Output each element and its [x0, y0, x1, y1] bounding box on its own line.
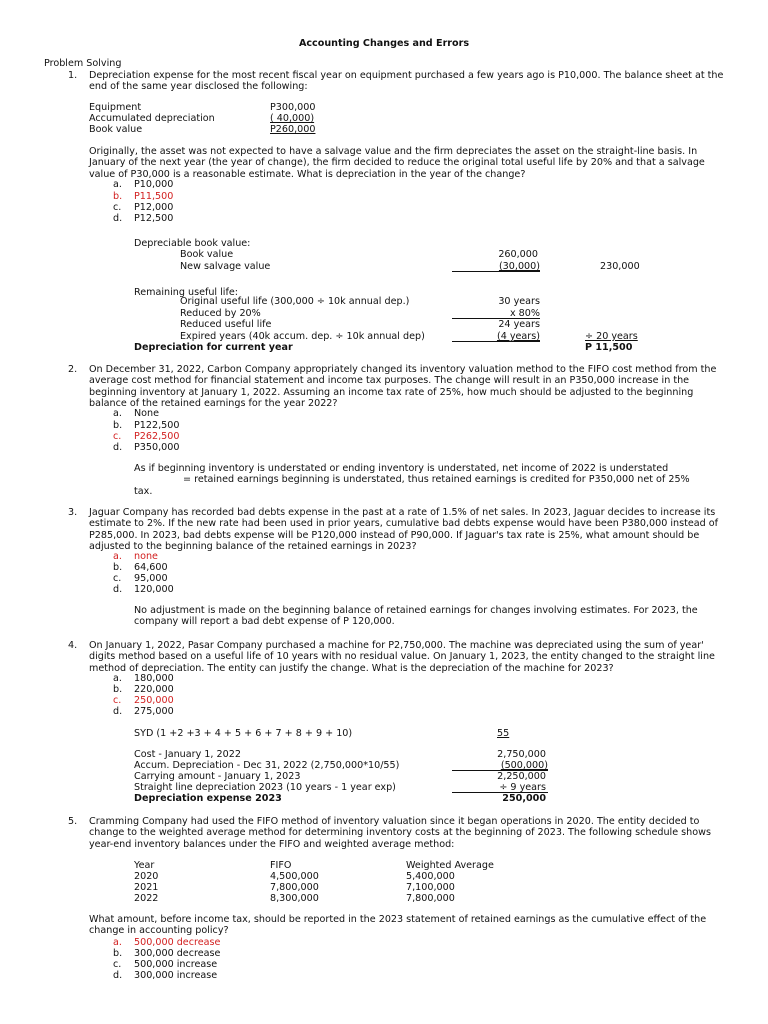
- choice-text: P10,000: [134, 179, 174, 190]
- problem-1-number: 1.: [68, 70, 78, 81]
- table-header: Year: [134, 860, 155, 871]
- choice-letter: b.: [113, 420, 123, 431]
- solution-value: 2,750,000: [497, 749, 546, 760]
- bs-label: Equipment: [89, 102, 142, 113]
- bs-label: Book value: [89, 124, 143, 135]
- solution-label: Original useful life (300,000 ÷ 10k annual dep.): [180, 296, 410, 307]
- problem-5-question: What amount, before income tax, should be reported in the 2023 statement of retained earnings as the cumulative effect of the change in accounting policy?: [89, 914, 707, 937]
- problem-4-text: On January 1, 2022, Pasar Company purchased a machine for P2,750,000. The machine was depreciated using the sum of year' digits method based on a useful life of 10 years with no residual value. On January 1, 2023, the entity changed to the straight line method of depreciation. The entity can justify the change. What is the depreciation of the machine for 2023?: [89, 640, 715, 674]
- solution-value: 2,250,000: [497, 771, 546, 782]
- choice-text-correct: 500,000 decrease: [134, 937, 221, 948]
- bs-value: P300,000: [270, 102, 316, 113]
- solution-heading: Remaining useful life:: [134, 287, 238, 298]
- solution-result-label: Depreciation for current year: [134, 342, 293, 353]
- section-heading: Problem Solving: [44, 58, 122, 69]
- solution-result-value: 250,000: [502, 793, 546, 804]
- choice-letter-correct: b.: [113, 191, 123, 202]
- problem-3-number: 3.: [68, 507, 78, 518]
- choice-letter-correct: c.: [113, 695, 122, 706]
- solution-label: SYD (1 +2 +3 + 4 + 5 + 6 + 7 + 8 + 9 + 10): [134, 728, 353, 739]
- bs-value: P260,000: [270, 124, 316, 135]
- bs-label: Accumulated depreciation: [89, 113, 215, 124]
- choice-text-correct: P11,500: [134, 191, 174, 202]
- choice-letter: a.: [113, 408, 122, 419]
- solution-value: 55: [497, 728, 510, 739]
- problem-2-number: 2.: [68, 364, 78, 375]
- table-cell: 2020: [134, 871, 159, 882]
- table-header: Weighted Average: [406, 860, 494, 871]
- choice-letter: b.: [113, 948, 123, 959]
- solution-value: 260,000: [498, 249, 538, 260]
- solution-label: Accum. Depreciation - Dec 31, 2022 (2,750,000*10/55): [134, 760, 400, 771]
- table-cell: 7,800,000: [406, 893, 455, 904]
- choice-text: 220,000: [134, 684, 174, 695]
- choice-text: P350,000: [134, 442, 180, 453]
- page-title: Accounting Changes and Errors: [298, 38, 470, 49]
- table-cell: 4,500,000: [270, 871, 319, 882]
- problem-5-text: Cramming Company had used the FIFO method of inventory valuation since it began operations in 2020. The entity decided to change to the weighted average method for determining inventory costs at the beginning of 2023. The following schedule shows year-end inventory balances under the FIFO and weighted average method:: [89, 816, 711, 850]
- solution-value: 24 years: [498, 319, 540, 330]
- table-cell: 2022: [134, 893, 159, 904]
- choice-text: 300,000 decrease: [134, 948, 221, 959]
- solution-label: Reduced useful life: [180, 319, 272, 330]
- choice-letter: c.: [113, 202, 122, 213]
- choice-letter: d.: [113, 706, 123, 717]
- problem-1-text: Depreciation expense for the most recent fiscal year on equipment purchased a few years ago is P10,000. The balance sheet at the end of the same year disclosed the following:: [89, 70, 724, 93]
- solution-label: Expired years (40k accum. dep. ÷ 10k annual dep): [180, 331, 425, 342]
- table-cell: 2021: [134, 882, 159, 893]
- choice-letter: a.: [113, 179, 122, 190]
- solution-value: ÷ 9 years: [499, 782, 546, 793]
- explanation-text: As if beginning inventory is understated or ending inventory is understated, net income of 2022 is understated: [134, 463, 669, 474]
- explanation-text: = retained earnings beginning is understated, thus retained earnings is credited for P350,000 net of 25%: [183, 474, 690, 485]
- solution-total: ÷ 20 years: [585, 331, 638, 342]
- problem-2-text: On December 31, 2022, Carbon Company appropriately changed its inventory valuation method to the FIFO cost method from the average cost method for financial statement and income tax purposes. The change will result in an P350,000 increase in the beginning inventory at January 1, 2022. Assuming an income tax rate of 25%, how much should be adjusted to the beginning balance of the retained earnings for the year 2022?: [89, 364, 717, 410]
- underline-rule: [452, 341, 540, 342]
- choice-text: 95,000: [134, 573, 168, 584]
- solution-total: 230,000: [600, 261, 640, 272]
- solution-label: Reduced by 20%: [180, 308, 261, 319]
- solution-heading: Depreciable book value:: [134, 238, 251, 249]
- table-cell: 7,100,000: [406, 882, 455, 893]
- choice-letter: d.: [113, 970, 123, 981]
- choice-text: 500,000 increase: [134, 959, 218, 970]
- table-cell: 8,300,000: [270, 893, 319, 904]
- solution-label: Straight line depreciation 2023 (10 years - 1 year exp): [134, 782, 396, 793]
- underline-rule: [452, 271, 540, 272]
- solution-value: 30 years: [498, 296, 540, 307]
- problem-4-number: 4.: [68, 640, 78, 651]
- choice-text: 180,000: [134, 673, 174, 684]
- solution-result-label: Depreciation expense 2023: [134, 793, 282, 804]
- choice-letter-correct: a.: [113, 551, 122, 562]
- choice-text: P122,500: [134, 420, 180, 431]
- solution-label: Carrying amount - January 1, 2023: [134, 771, 301, 782]
- solution-label: Cost - January 1, 2022: [134, 749, 241, 760]
- solution-label: Book value: [180, 249, 234, 260]
- table-cell: 7,800,000: [270, 882, 319, 893]
- choice-text: P12,000: [134, 202, 174, 213]
- solution-label: New salvage value: [180, 261, 271, 272]
- choice-letter-correct: c.: [113, 431, 122, 442]
- choice-text: 275,000: [134, 706, 174, 717]
- choice-letter: d.: [113, 442, 123, 453]
- explanation-text: tax.: [134, 486, 153, 497]
- bs-value: ( 40,000): [270, 113, 315, 124]
- solution-value: (500,000): [500, 760, 548, 771]
- choice-letter: c.: [113, 959, 122, 970]
- problem-1-text-2: Originally, the asset was not expected to have a salvage value and the firm depreciates the asset on the straight-line basis. In January of the next year (the year of change), the firm decided to reduce the original total useful life by 20% and that a salvage value of P30,000 is a reasonable estimate. What is depreciation in the year of the change?: [89, 146, 705, 180]
- choice-text: 64,600: [134, 562, 168, 573]
- choice-text: None: [134, 408, 160, 419]
- choice-text-correct: none: [134, 551, 158, 562]
- table-cell: 5,400,000: [406, 871, 455, 882]
- table-header: FIFO: [270, 860, 292, 871]
- choice-letter: b.: [113, 562, 123, 573]
- choice-letter: a.: [113, 673, 122, 684]
- problem-5-number: 5.: [68, 816, 78, 827]
- explanation-text: No adjustment is made on the beginning balance of retained earnings for changes involving estimates. For 2023, the company will report a bad debt expense of P 120,000.: [134, 605, 698, 628]
- problem-3-text: Jaguar Company has recorded bad debts expense in the past at a rate of 1.5% of net sales. In 2023, Jaguar decides to increase its estimate to 2%. If the new rate had been used in prior years, cumulative bad debts expense would have been P380,000 instead of P285,000. In 2023, bad debts expense will be P120,000 instead of P90,000. If Jaguar's tax rate is 25%, what amount should be adjusted to the beginning balance of the retained earnings in 2023?: [89, 507, 719, 553]
- choice-text: 300,000 increase: [134, 970, 218, 981]
- choice-letter: d.: [113, 213, 123, 224]
- solution-value: x 80%: [509, 308, 540, 319]
- choice-text: 120,000: [134, 584, 174, 595]
- choice-letter: d.: [113, 584, 123, 595]
- solution-value: (4 years): [496, 331, 540, 342]
- choice-letter: b.: [113, 684, 123, 695]
- choice-text-correct: P262,500: [134, 431, 180, 442]
- choice-letter: c.: [113, 573, 122, 584]
- choice-text: P12,500: [134, 213, 174, 224]
- choice-letter-correct: a.: [113, 937, 122, 948]
- choice-text-correct: 250,000: [134, 695, 174, 706]
- solution-result-value: P 11,500: [585, 342, 633, 353]
- solution-value: (30,000): [498, 261, 540, 272]
